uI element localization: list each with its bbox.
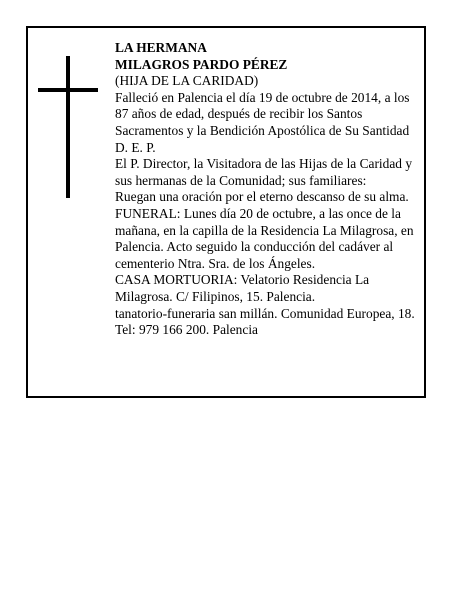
notice-line: FUNERAL: Lunes día 20 de octubre, a las once de la <box>115 205 401 221</box>
notice-line: mañana, en la capilla de la Residencia La Milagrosa, en <box>115 222 414 238</box>
notice-line: El P. Director, la Visitadora de las Hijas de la Caridad y <box>115 156 413 172</box>
notice-line: tanatorio-funeraria san millán. Comunidad Europea, 18. <box>115 305 415 321</box>
notice-line: D. E. P. <box>115 139 156 155</box>
deceased-affiliation: (HIJA DE LA CARIDAD) <box>115 73 259 89</box>
notice-line: Falleció en Palencia el día 19 de octubre de 2014, a los <box>115 89 410 105</box>
notice-line: 87 años de edad, después de recibir los Santos <box>115 106 363 122</box>
notice-line: Palencia. Acto seguido la conducción del cadáver al <box>115 239 394 255</box>
notice-line: CASA MORTUORIA: Velatorio Residencia La <box>115 272 370 288</box>
notice-line: Ruegan una oración por el eterno descanso de su alma. <box>115 189 409 205</box>
deceased-title: LA HERMANA <box>115 40 207 55</box>
obituary-notice <box>26 26 426 398</box>
notice-line: sus hermanas de la Comunidad; sus familiares: <box>115 172 367 188</box>
notice-line: cementerio Ntra. Sra. de los Ángeles. <box>115 255 316 271</box>
notice-line: Milagrosa. C/ Filipinos, 15. Palencia. <box>115 288 316 304</box>
cross-vertical-bar <box>66 56 70 198</box>
notice-line: Tel: 979 166 200. Palencia <box>115 322 258 338</box>
notice-text <box>115 40 421 339</box>
cross-horizontal-bar <box>38 88 98 92</box>
notice-line: Sacramentos y la Bendición Apostólica de Su Santidad <box>115 122 410 138</box>
deceased-name: MILAGROS PARDO PÉREZ <box>115 56 288 72</box>
